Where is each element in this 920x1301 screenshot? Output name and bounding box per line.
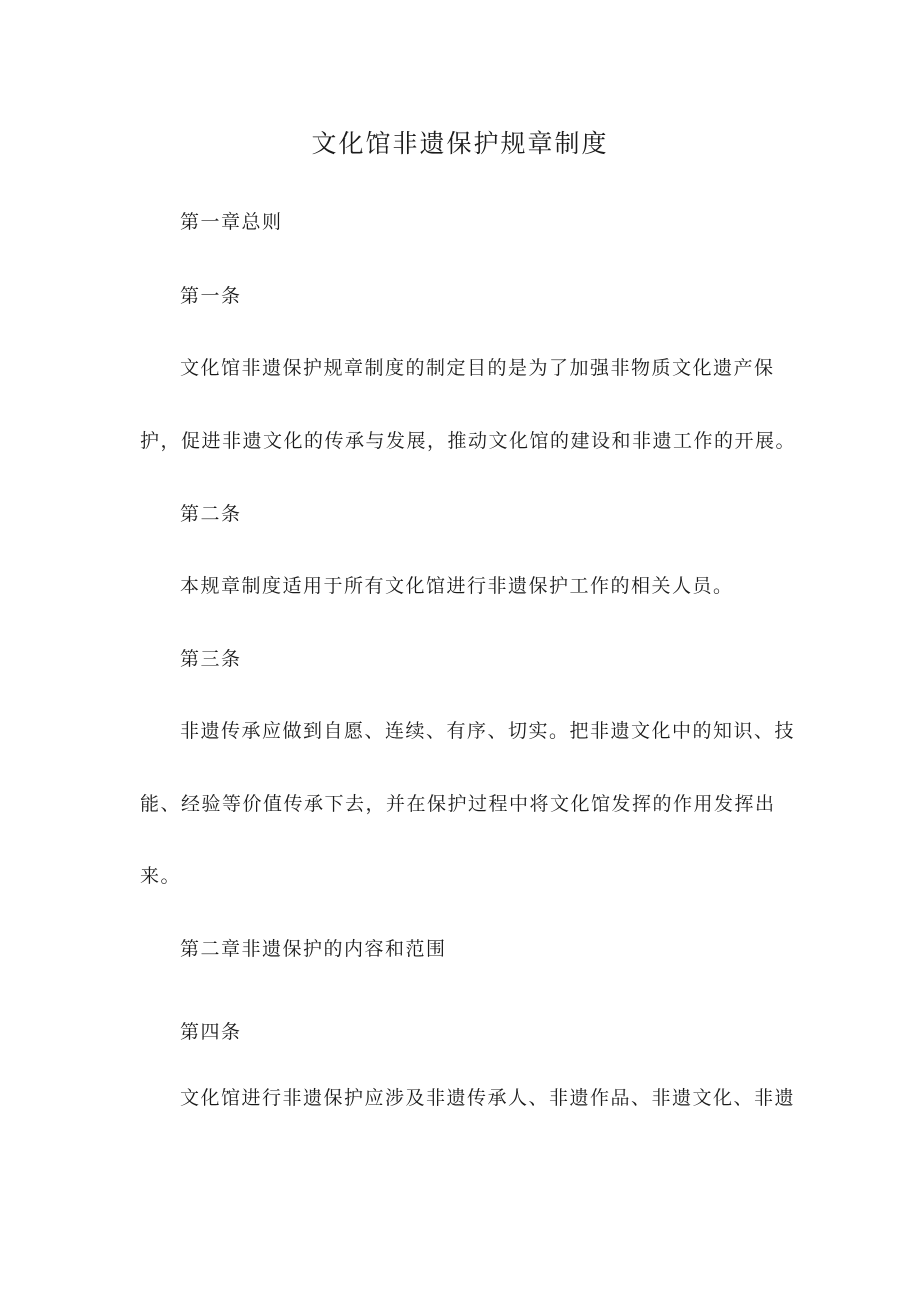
article-heading: 第一条 <box>180 285 242 307</box>
chapter-heading: 第二章非遗保护的内容和范围 <box>180 938 447 960</box>
paragraph-line: 护，促进非遗文化的传承与发展，推动文化馆的建设和非遗工作的开展。 <box>140 430 797 452</box>
chapter-heading: 第一章总则 <box>180 211 283 233</box>
article-heading: 第四条 <box>180 1021 242 1043</box>
article-heading: 第二条 <box>180 503 242 525</box>
paragraph-line: 非遗传承应做到自愿、连续、有序、切实。把非遗文化中的知识、技 <box>180 720 796 742</box>
document-title: 文化馆非遗保护规章制度 <box>311 129 609 158</box>
paragraph-line: 文化馆进行非遗保护应涉及非遗传承人、非遗作品、非遗文化、非遗 <box>180 1087 796 1109</box>
article-heading: 第三条 <box>180 648 242 670</box>
paragraph-line: 能、经验等价值传承下去，并在保护过程中将文化馆发挥的作用发挥出 <box>140 793 776 815</box>
paragraph-line: 本规章制度适用于所有文化馆进行非遗保护工作的相关人员。 <box>180 575 734 597</box>
paragraph-line: 来。 <box>140 865 182 887</box>
paragraph-line: 文化馆非遗保护规章制度的制定目的是为了加强非物质文化遗产保 <box>180 357 775 379</box>
